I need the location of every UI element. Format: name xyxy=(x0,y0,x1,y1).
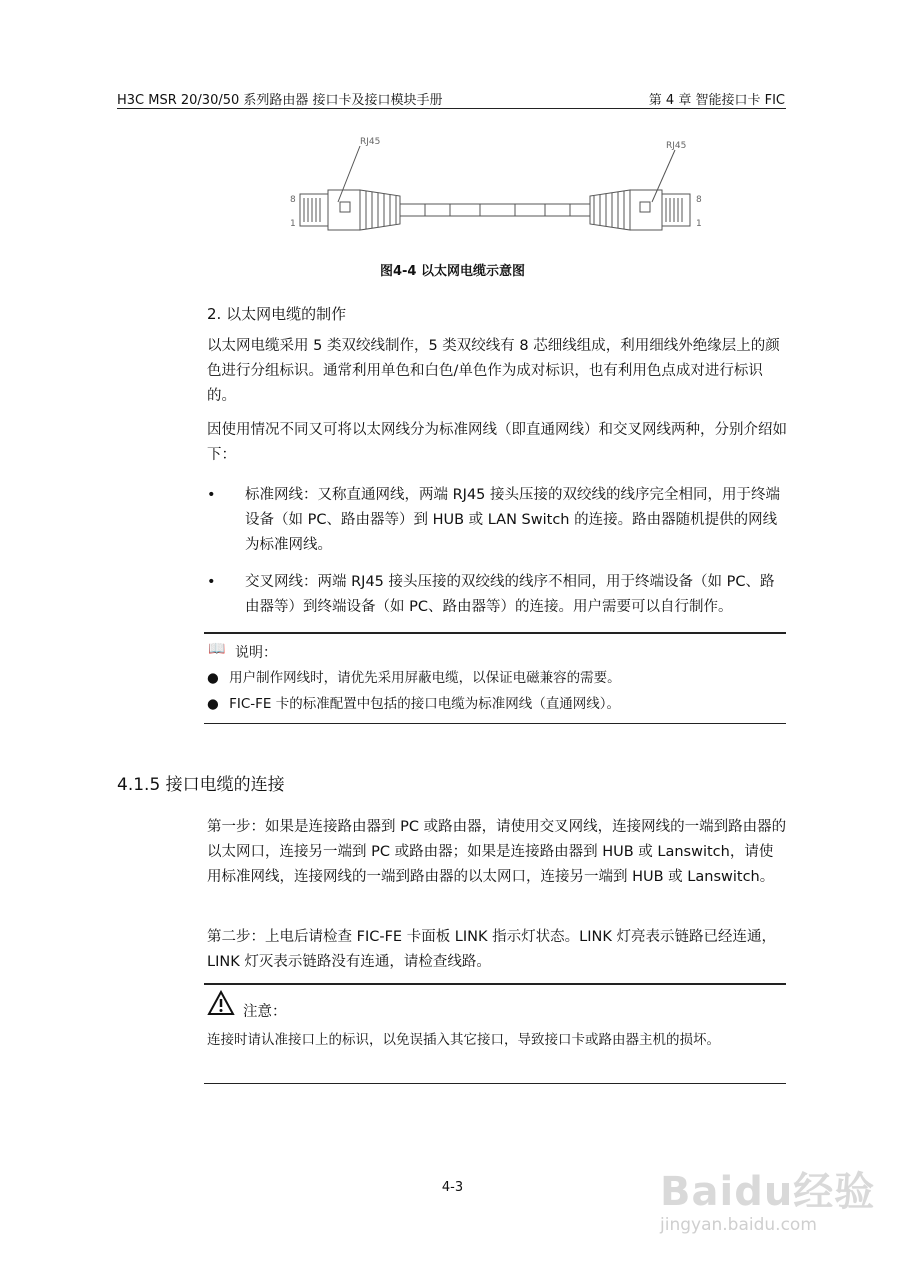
note-title: 说明： xyxy=(235,645,277,661)
label-rj45-right: RJ45 xyxy=(666,141,687,151)
paragraph: 第一步：如果是连接路由器到 PC 或路由器，请使用交叉网线，连接网线的一端到路由器的以太网口，连接另一端到 PC 或路由器；如果是连接路由器到 HUB 或 Lanswitch，请使用标准网线，连接网线的一端到路由器的以太网口，连接另一端到 HUB 或 Lanswitch。 xyxy=(207,819,787,885)
section-heading: 4.1.5 接口电缆的连接 xyxy=(117,775,285,795)
list-item-text: 交叉网线：两端 RJ45 接头压接的双绞线的线序不相同，用于终端设备（如 PC、路由器等）到终端设备（如 PC、路由器等）的连接。用户需要可以自行制作。 xyxy=(245,574,775,615)
bullet-icon: ● xyxy=(207,670,219,686)
header-right: 第 4 章 智能接口卡 FIC xyxy=(648,93,785,108)
list-item xyxy=(207,483,787,558)
list-item xyxy=(207,570,787,620)
caution-bottom-rule xyxy=(204,1083,786,1084)
note-bottom-rule xyxy=(204,723,786,724)
ethernet-cable-diagram xyxy=(280,132,710,242)
watermark-logo: Baidu经验 xyxy=(660,1169,876,1215)
pin-right-top: 8 xyxy=(696,195,702,205)
note-top-rule xyxy=(204,632,786,634)
list-item-text: 标准网线：又称直通网线，两端 RJ45 接头压接的双绞线的线序完全相同，用于终端设备（如 PC、路由器等）到 HUB 或 LAN Switch 的连接。路由器随机提供的网线为标准网线。 xyxy=(245,487,781,553)
caution-title: 注意： xyxy=(243,1004,287,1020)
paragraph: 第二步：上电后请检查 FIC-FE 卡面板 LINK 指示灯状态。LINK 灯亮表示链路已经连通，LINK 灯灭表示链路没有连通，请检查线路。 xyxy=(207,929,776,970)
label-rj45-left: RJ45 xyxy=(360,137,381,147)
list-item xyxy=(207,667,787,689)
pin-left-top: 8 xyxy=(290,195,296,205)
list-item xyxy=(207,693,787,715)
section-heading: 2. 以太网电缆的制作 xyxy=(207,305,347,323)
note-item-text: 用户制作网线时，请优先采用屏蔽电缆，以保证电磁兼容的需要。 xyxy=(229,670,621,686)
paragraph: 以太网电缆采用 5 类双绞线制作，5 类双绞线有 8 芯细线组成，利用细线外绝缘层上的颜色进行分组标识。通常利用单色和白色/单色作为成对标识，也有利用色点成对进行标识的。 xyxy=(207,338,780,404)
warning-icon xyxy=(207,990,235,1016)
paragraph: 因使用情况不同又可将以太网线分为标准网线（即直通网线）和交叉网线两种，分别介绍如下： xyxy=(207,422,787,463)
bullet-icon: ● xyxy=(207,696,219,712)
right-plug-body xyxy=(630,190,662,230)
note-item-text: FIC-FE 卡的标准配置中包括的接口电缆为标准网线（直通网线）。 xyxy=(229,696,620,712)
header-left: H3C MSR 20/30/50 系列路由器 接口卡及接口模块手册 xyxy=(117,93,443,108)
figure-caption: 图4-4 以太网电缆示意图 xyxy=(379,264,525,279)
page-number: 4-3 xyxy=(441,1180,464,1195)
header-rule xyxy=(117,108,786,109)
watermark-url: jingyan.baidu.com xyxy=(660,1215,817,1235)
left-plug-body xyxy=(328,190,360,230)
caution-text: 连接时请认准接口上的标识，以免误插入其它接口，导致接口卡或路由器主机的损坏。 xyxy=(207,1032,720,1048)
pin-right-bottom: 1 xyxy=(696,219,702,229)
book-icon: 📖 xyxy=(208,641,226,657)
pin-left-bottom: 1 xyxy=(290,219,296,229)
bullet-icon: • xyxy=(207,487,216,503)
caution-top-rule xyxy=(204,983,786,985)
bullet-icon: • xyxy=(207,574,216,590)
